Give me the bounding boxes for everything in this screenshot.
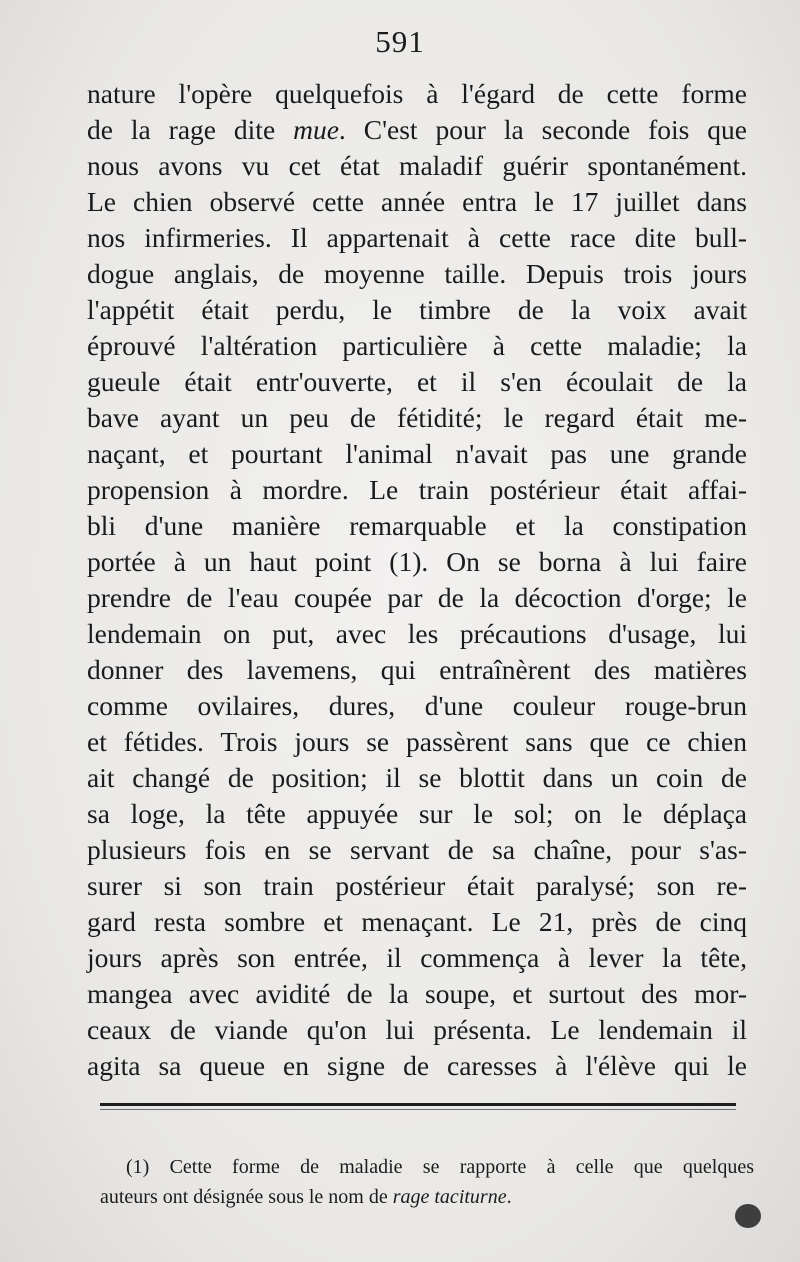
body-text bbox=[87, 76, 747, 1084]
text-line-15: prendre de l'eau coupée par de la décoction d'orge; le bbox=[87, 582, 747, 613]
text-line-7: l'appétit était perdu, le timbre de la voix avait bbox=[87, 294, 747, 325]
text-line-28: agita sa queue en signe de caresses à l'élève qui le bbox=[87, 1050, 747, 1081]
footnote-line-2-suffix: . bbox=[506, 1186, 512, 1208]
text-line-8: éprouvé l'altération particulière à cette maladie; la bbox=[87, 330, 747, 361]
text-line-24: gard resta sombre et menaçant. Le 21, près de cinq bbox=[87, 906, 747, 937]
footnote-separator bbox=[100, 1103, 736, 1106]
text-line-25: jours après son entrée, il commença à lever la tête, bbox=[87, 942, 747, 973]
footnote-separator-thin bbox=[100, 1109, 736, 1110]
text-line-21: sa loge, la tête appuyée sur le sol; on le déplaça bbox=[87, 798, 747, 829]
text-line-12: propension à mordre. Le train postérieur était affai- bbox=[87, 474, 747, 505]
ink-blot-mark bbox=[735, 1204, 761, 1228]
text-line-3: nous avons vu cet état maladif guérir spontanément. bbox=[87, 150, 747, 181]
text-line-6: dogue anglais, de moyenne taille. Depuis trois jours bbox=[87, 258, 747, 289]
footnote-line-2-prefix: auteurs ont désignée sous le nom de bbox=[100, 1186, 393, 1208]
text-line-27: ceaux de viande qu'on lui présenta. Le lendemain il bbox=[87, 1014, 747, 1045]
text-line-1: nature l'opère quelquefois à l'égard de cette forme bbox=[87, 78, 747, 109]
page-number: 591 bbox=[375, 24, 425, 59]
footnote-line-1: (1) Cette forme de maladie se rapporte à celle que quelques bbox=[126, 1156, 754, 1178]
text-line-2-part-2: . C'est pour la seconde fois que bbox=[338, 114, 748, 145]
footnote-line-2 bbox=[100, 1182, 754, 1212]
text-line-5: nos infirmeries. Il appartenait à cette race dite bull- bbox=[87, 222, 747, 253]
text-line-2-italic: mue bbox=[293, 114, 339, 145]
text-line-2 bbox=[87, 112, 747, 148]
text-line-14: portée à un haut point (1). On se borna à lui faire bbox=[87, 546, 747, 577]
text-line-19: et fétides. Trois jours se passèrent sans que ce chien bbox=[87, 726, 747, 757]
footnote-italic-term: rage taciturne bbox=[392, 1186, 507, 1208]
text-line-20: ait changé de position; il se blottit dans un coin de bbox=[87, 762, 747, 793]
text-line-9: gueule était entr'ouverte, et il s'en écoulait de la bbox=[87, 366, 747, 397]
text-line-10: bave ayant un peu de fétidité; le regard était me- bbox=[87, 402, 747, 433]
footnote bbox=[100, 1152, 754, 1212]
text-line-13: bli d'une manière remarquable et la constipation bbox=[87, 510, 747, 541]
text-line-17: donner des lavemens, qui entraînèrent des matières bbox=[87, 654, 747, 685]
text-line-4: Le chien observé cette année entra le 17 juillet dans bbox=[87, 186, 747, 217]
text-line-23: surer si son train postérieur était paralysé; son re- bbox=[87, 870, 747, 901]
text-line-16: lendemain on put, avec les précautions d'usage, lui bbox=[87, 618, 747, 649]
text-line-22: plusieurs fois en se servant de sa chaîne, pour s'as- bbox=[87, 834, 747, 865]
text-line-11: naçant, et pourtant l'animal n'avait pas une grande bbox=[87, 438, 747, 469]
text-line-18: comme ovilaires, dures, d'une couleur rouge-brun bbox=[87, 690, 747, 721]
text-line-2-part-1: de la rage dite bbox=[87, 114, 294, 145]
text-line-26: mangea avec avidité de la soupe, et surtout des mor- bbox=[87, 978, 747, 1009]
